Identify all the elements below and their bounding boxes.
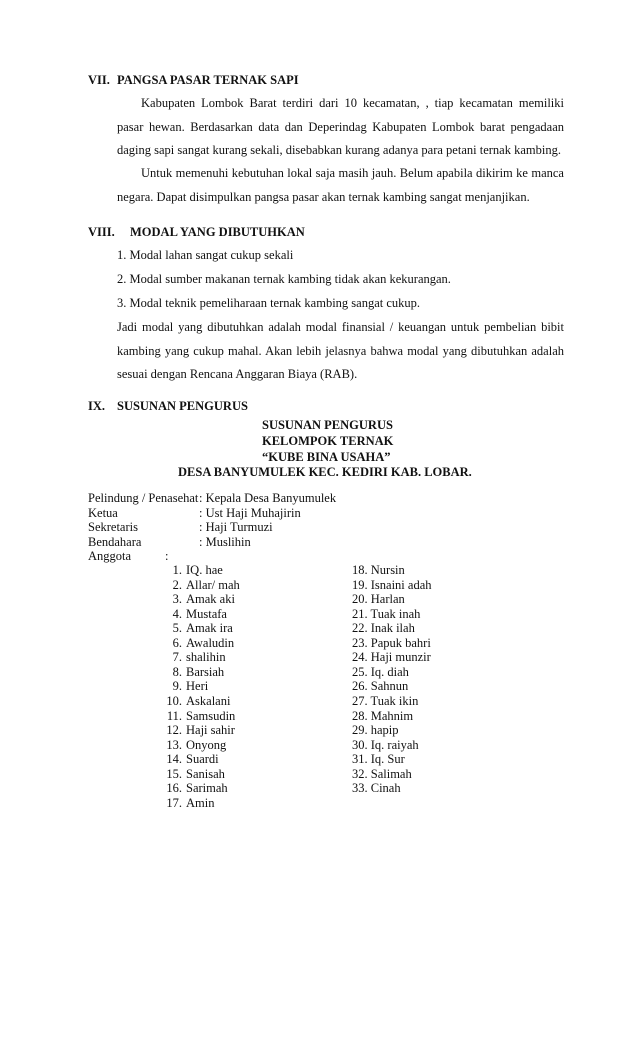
section-9-title: SUSUNAN PENGURUS (117, 399, 248, 413)
committee-heading-line-4: DESA BANYUMULEK KEC. KEDIRI KAB. LOBAR. (178, 465, 472, 479)
role-value: : Muslihin (199, 535, 251, 549)
member-entry: 28. Mahnim (352, 709, 414, 723)
member-number: 16. (166, 781, 182, 795)
member-number: 9. (172, 679, 182, 693)
member-number: 8. (172, 665, 182, 679)
member-name: Allar/ mah (186, 578, 240, 592)
member-entry: 20. Harlan (352, 592, 405, 606)
member-name: Onyong (186, 738, 227, 752)
member-name: Heri (186, 679, 209, 693)
role-value: : Ust Haji Muhajirin (199, 506, 301, 520)
role-label: Ketua (88, 506, 118, 520)
member-name: Awaludin (186, 636, 235, 650)
section-8-item-1: 1. Modal lahan sangat cukup sekali (117, 248, 294, 262)
member-entry: 31. Iq. Sur (352, 752, 405, 766)
member-number: 6. (172, 636, 182, 650)
section-8-title: MODAL YANG DIBUTUHKAN (130, 225, 305, 239)
section-7-paragraph-2 (117, 162, 564, 209)
section-7-number: VII. (88, 73, 110, 87)
role-value: : Haji Turmuzi (199, 520, 273, 534)
member-entry: 33. Cinah (352, 781, 401, 795)
member-entry: 25. Iq. diah (352, 665, 409, 679)
member-entry: 30. Iq. raiyah (352, 738, 419, 752)
member-entry: 23. Papuk bahri (352, 636, 431, 650)
section-7-paragraph-1-text: Kabupaten Lombok Barat terdiri dari 10 kecamatan, , tiap kecamatan memiliki pasar hewan. Berdasarkan data dan Deperindag Kabupaten Lombok barat pengadaan daging sapi sangat kurang sekali, disebabkan kurang adanya para petani ternak kambing. (117, 96, 564, 157)
section-8-item-3: 3. Modal teknik pemeliharaan ternak kambing sangat cukup. (117, 296, 421, 310)
member-number: 2. (172, 578, 182, 592)
member-entry: 26. Sahnun (352, 679, 409, 693)
member-name: Askalani (186, 694, 231, 708)
role-label: Anggota (88, 549, 132, 563)
member-number: 4. (172, 607, 182, 621)
member-name: Suardi (186, 752, 219, 766)
committee-heading-line-1: SUSUNAN PENGURUS (262, 418, 393, 432)
role-value: : (165, 549, 169, 563)
section-8-paragraph: Jadi modal yang dibutuhkan adalah modal finansial / keuangan untuk pembelian bibit kambing yang cukup mahal. Akan lebih jelasnya bahwa modal yang dibutuhkan adalah sesuai dengan Rencana Anggaran Biaya (RAB). (117, 320, 564, 381)
member-entry: 29. hapip (352, 723, 399, 737)
member-number: 15. (166, 767, 182, 781)
member-number: 7. (172, 650, 182, 664)
section-7-paragraph-2-text: Untuk memenuhi kebutuhan lokal saja masih jauh. Belum apabila dikirim ke manca negara. Dapat disimpulkan pangsa pasar akan ternak kambing sangat menjanjikan. (117, 166, 564, 204)
section-7-paragraph-1 (117, 92, 564, 163)
member-name: Barsiah (186, 665, 225, 679)
member-entry: 19. Isnaini adah (352, 578, 432, 592)
role-value: : Kepala Desa Banyumulek (199, 491, 337, 505)
section-8-item-2: 2. Modal sumber makanan ternak kambing tidak akan kekurangan. (117, 272, 451, 286)
committee-heading-line-3: “KUBE BINA USAHA” (262, 450, 391, 464)
member-number: 3. (172, 592, 182, 606)
member-entry: 18. Nursin (352, 563, 405, 577)
member-name: Mustafa (186, 607, 227, 621)
member-entry: 32. Salimah (352, 767, 412, 781)
member-name: Amak aki (186, 592, 235, 606)
member-name: Haji sahir (186, 723, 235, 737)
member-number: 1. (172, 563, 182, 577)
member-number: 14. (166, 752, 182, 766)
role-label: Bendahara (88, 535, 142, 549)
member-number: 12. (166, 723, 182, 737)
role-label: Sekretaris (88, 520, 138, 534)
member-entry: 24. Haji munzir (352, 650, 431, 664)
member-name: Sarimah (186, 781, 228, 795)
committee-heading-line-2: KELOMPOK TERNAK (262, 434, 394, 448)
member-name: Samsudin (186, 709, 236, 723)
member-name: IQ. hae (186, 563, 223, 577)
member-name: Amin (186, 796, 215, 810)
member-number: 17. (166, 796, 182, 810)
member-number: 13. (166, 738, 182, 752)
member-name: Sanisah (186, 767, 225, 781)
member-entry: 21. Tuak inah (352, 607, 421, 621)
member-entry: 27. Tuak ikin (352, 694, 419, 708)
section-9-number: IX. (88, 399, 106, 413)
section-7-title: PANGSA PASAR TERNAK SAPI (117, 73, 299, 87)
member-name: Amak ira (186, 621, 233, 635)
section-8-number: VIII. (88, 225, 115, 239)
member-number: 10. (166, 694, 182, 708)
member-entry: 22. Inak ilah (352, 621, 415, 635)
member-name: shalihin (186, 650, 226, 664)
member-number: 11. (166, 709, 182, 723)
role-label: Pelindung / Penasehat (88, 491, 199, 505)
member-number: 5. (172, 621, 182, 635)
